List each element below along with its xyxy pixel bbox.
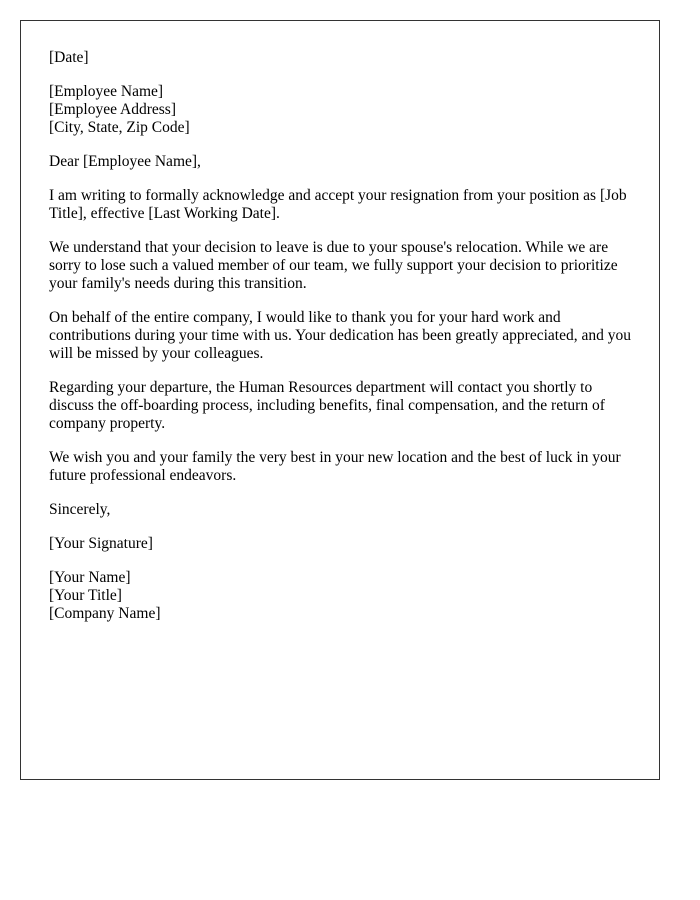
recipient-block xyxy=(49,83,639,137)
paragraph-offboarding: Regarding your departure, the Human Resources department will contact you shortly to discuss the off-boarding process, including benefits, final compensation, and the return of company property. xyxy=(49,379,605,432)
date-text: [Date] xyxy=(49,49,89,66)
closing: Sincerely, xyxy=(49,501,111,518)
salutation: Dear [Employee Name], xyxy=(49,153,201,170)
recipient-name: [Employee Name] xyxy=(49,83,164,100)
letter-date xyxy=(49,49,639,67)
paragraph-reason: We understand that your decision to leave is due to your spouse's relocation. While we are sorry to lose such a valued member of our team, we fully support your decision to prioritize your family's needs during this transition. xyxy=(49,239,618,292)
sender-block xyxy=(49,569,639,623)
recipient-city-state-zip: [City, State, Zip Code] xyxy=(49,119,190,136)
signature-placeholder: [Your Signature] xyxy=(49,535,153,552)
letter-page xyxy=(20,20,660,780)
recipient-address: [Employee Address] xyxy=(49,101,176,118)
sender-company: [Company Name] xyxy=(49,605,161,622)
paragraph-acknowledgement: I am writing to formally acknowledge and accept your resignation from your position as [Job Title], effective [Last Working Date]. xyxy=(49,187,627,222)
paragraph-wishes: We wish you and your family the very best in your new location and the best of luck in your future professional endeavors. xyxy=(49,449,621,484)
sender-name: [Your Name] xyxy=(49,569,131,586)
paragraph-thanks: On behalf of the entire company, I would like to thank you for your hard work and contributions during your time with us. Your dedication has been greatly appreciated, and you will be missed by your colleagues. xyxy=(49,309,631,362)
sender-title: [Your Title] xyxy=(49,587,122,604)
letter-body xyxy=(49,49,639,639)
